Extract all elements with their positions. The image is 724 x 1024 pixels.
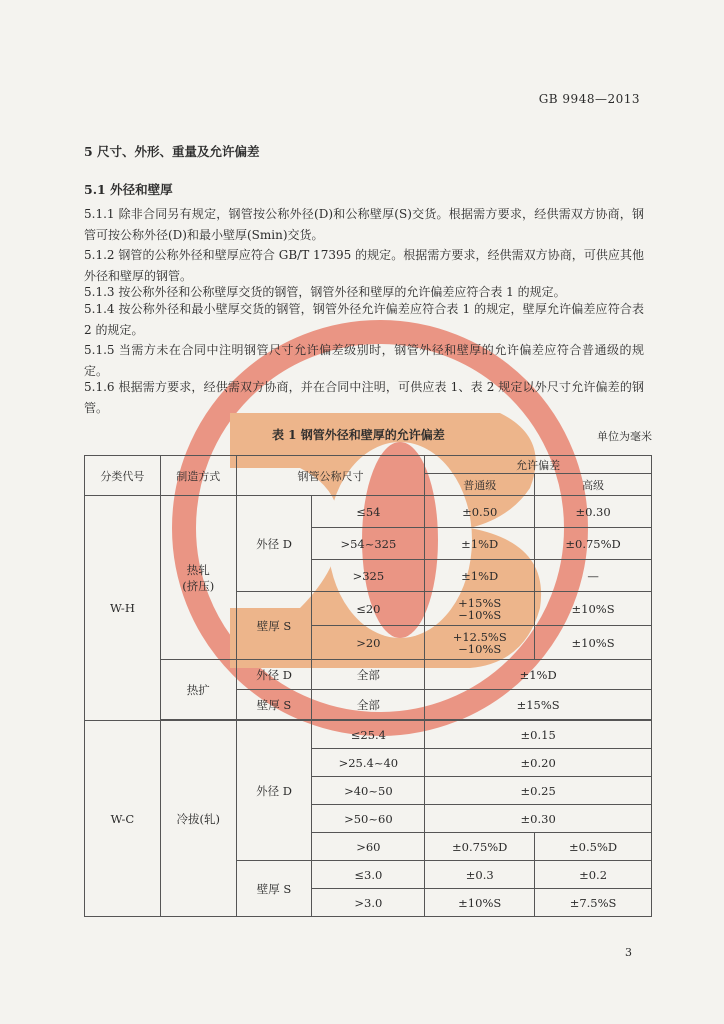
table-cell: ≤20 <box>312 592 425 626</box>
class-code-wc: W-C <box>85 721 161 917</box>
table-cell: ±1%D <box>425 560 535 592</box>
method-hot-rolled: 热轧 (挤压) <box>160 496 236 660</box>
table-cell: ±0.5%D <box>535 833 652 861</box>
tolerance-table <box>84 455 652 917</box>
table-cell: ±1%D <box>425 660 652 690</box>
table-cell: ±0.75%D <box>535 528 652 560</box>
table-cell: ≤3.0 <box>312 861 425 889</box>
table-cell: ±10%S <box>535 626 652 660</box>
table-cell: ±0.30 <box>535 496 652 528</box>
table-cell: ≤54 <box>312 496 425 528</box>
header-class-code: 分类代号 <box>85 456 161 496</box>
table-cell: >325 <box>312 560 425 592</box>
header-normal: 普通级 <box>425 474 535 496</box>
header-method: 制造方式 <box>160 456 236 496</box>
table-cell: ±10%S <box>535 592 652 626</box>
table-cell: 全部 <box>312 690 425 720</box>
table-cell: 全部 <box>312 660 425 690</box>
paragraph-5-1-1: 5.1.1 除非合同另有规定，钢管按公称外径(D)和公称壁厚(S)交货。根据需方要求，经供需双方协商，钢管可按公称外径(D)和最小壁厚(Smin)交货。 <box>84 207 644 242</box>
paragraph-5-1-2: 5.1.2 钢管的公称外径和壁厚应符合 GB/T 17395 的规定。根据需方要求，经供需双方协商，可供应其他外径和壁厚的钢管。 <box>84 248 644 283</box>
table-cell: ±0.25 <box>425 777 652 805</box>
header-tolerance: 允许偏差 <box>425 456 652 474</box>
page-number: 3 <box>625 946 632 959</box>
table-cell: ±0.3 <box>425 861 535 889</box>
table-unit: 单位为毫米 <box>597 430 652 443</box>
table-cell: >54~325 <box>312 528 425 560</box>
wc-wt-label: 壁厚 S <box>236 861 312 917</box>
subsection-title: 5.1 外径和壁厚 <box>84 182 173 197</box>
table-cell: ±1%D <box>425 528 535 560</box>
table-cell: ±0.30 <box>425 805 652 833</box>
table-cell: +12.5%S −10%S <box>425 626 535 660</box>
table-cell: +15%S −10%S <box>425 592 535 626</box>
exp-od-label: 外径 D <box>236 660 312 690</box>
paragraph-5-1-6: 5.1.6 根据需方要求，经供需双方协商，并在合同中注明，可供应表 1、表 2 规定以外尺寸允许偏差的钢管。 <box>84 380 644 415</box>
paragraph-5-1-5: 5.1.5 当需方未在合同中注明钢管尺寸允许偏差级别时，钢管外径和壁厚的允许偏差应符合普通级的规定。 <box>84 343 644 378</box>
table-cell: >40~50 <box>312 777 425 805</box>
table-cell: ≤25.4 <box>312 721 425 749</box>
table-cell: >50~60 <box>312 805 425 833</box>
table-cell: >20 <box>312 626 425 660</box>
table-cell: ±0.15 <box>425 721 652 749</box>
standard-number: GB 9948—2013 <box>538 92 640 106</box>
header-dimension: 钢管公称尺寸 <box>236 456 425 496</box>
table-cell: ±0.50 <box>425 496 535 528</box>
wh-wt-label: 壁厚 S <box>236 592 312 660</box>
section-title: 5 尺寸、外形、重量及允许偏差 <box>84 144 260 159</box>
table-cell: ±10%S <box>425 889 535 917</box>
method-hot-expand: 热扩 <box>160 660 236 720</box>
wc-od-label: 外径 D <box>236 721 312 861</box>
paragraph-5-1-4: 5.1.4 按公称外径和最小壁厚交货的钢管，钢管外径允许偏差应符合表 1 的规定，壁厚允许偏差应符合表 2 的规定。 <box>84 302 644 337</box>
table-cell: >60 <box>312 833 425 861</box>
method-cold-drawn: 冷拔(轧) <box>160 721 236 917</box>
table-cell: ±15%S <box>425 690 652 720</box>
header-high: 高级 <box>535 474 652 496</box>
table-cell: ±7.5%S <box>535 889 652 917</box>
table-cell: ±0.2 <box>535 861 652 889</box>
table-cell: >3.0 <box>312 889 425 917</box>
wh-od-label: 外径 D <box>236 496 312 592</box>
table-caption: 表 1 钢管外径和壁厚的允许偏差 <box>272 428 445 442</box>
table-cell: — <box>535 560 652 592</box>
paragraph-5-1-3: 5.1.3 按公称外径和公称壁厚交货的钢管，钢管外径和壁厚的允许偏差应符合表 1 的规定。 <box>84 285 566 299</box>
table-cell: ±0.75%D <box>425 833 535 861</box>
table-cell: >25.4~40 <box>312 749 425 777</box>
table-cell: ±0.20 <box>425 749 652 777</box>
class-code-wh: W-H <box>85 496 161 721</box>
exp-wt-label: 壁厚 S <box>236 690 312 720</box>
